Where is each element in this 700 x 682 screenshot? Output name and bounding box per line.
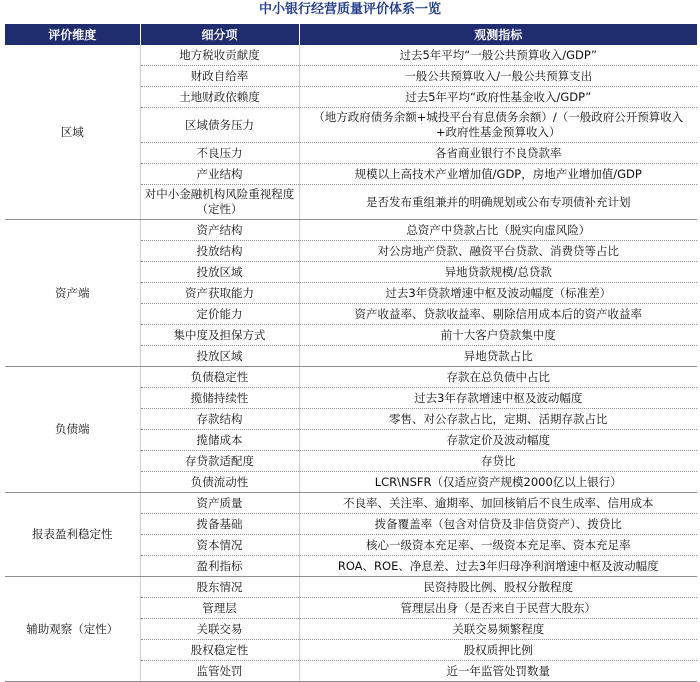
header-indicator: 观测指标 [299, 24, 697, 45]
subitem-cell: 存贷款适配度 [140, 451, 299, 472]
subitem-cell: 对中小金融机构风险重视程度（定性） [140, 185, 299, 220]
subitem-cell: 监管处罚 [140, 661, 299, 682]
subitem-cell: 资产获取能力 [140, 283, 299, 304]
indicator-cell: 过去3年存款增速中枢及波动幅度 [299, 388, 697, 409]
subitem-cell: 地方税收贡献度 [140, 45, 299, 66]
indicator-cell: 关联交易频繁程度 [299, 619, 697, 640]
table-body [5, 45, 697, 682]
page-title: 中小银行经营质量评价体系一览 [258, 2, 441, 17]
header-dimension: 评价维度 [5, 24, 140, 45]
indicator-cell: ROA、ROE、净息差、过去3年归母净利润增速中枢及波动幅度 [299, 556, 697, 577]
indicator-cell: 存款定价及波动幅度 [299, 430, 697, 451]
subitem-cell: 股权稳定性 [140, 640, 299, 661]
subitem-cell: 股东情况 [140, 577, 299, 598]
subitem-cell: 拨备基础 [140, 514, 299, 535]
indicator-cell: 管理层出身（是否来自于民营大股东） [299, 598, 697, 619]
indicator-cell: 对公房地产贷款、融资平台贷款、消费贷等占比 [299, 241, 697, 262]
dimension-cell: 辅助观察（定性） [5, 577, 140, 682]
subitem-cell: 财政自给率 [140, 66, 299, 87]
table-row [5, 367, 697, 388]
subitem-cell: 投放区域 [140, 346, 299, 367]
indicator-cell: 过去5年平均“一般公共预算收入/GDP” [299, 45, 697, 66]
subitem-cell: 产业结构 [140, 164, 299, 185]
table-row [5, 220, 697, 241]
indicator-cell: 资产收益率、贷款收益率、剔除信用成本后的资产收益率 [299, 304, 697, 325]
subitem-cell: 负债流动性 [140, 472, 299, 493]
table-header-row [5, 24, 697, 45]
subitem-cell: 资本情况 [140, 535, 299, 556]
subitem-cell: 资产质量 [140, 493, 299, 514]
subitem-cell: 管理层 [140, 598, 299, 619]
dimension-cell: 区域 [5, 45, 140, 220]
indicator-cell: 零售、对公存款占比，定期、活期存款占比 [299, 409, 697, 430]
table-row [5, 577, 697, 598]
indicator-cell: 核心一级资本充足率、一级资本充足率、资本充足率 [299, 535, 697, 556]
subitem-cell: 存款结构 [140, 409, 299, 430]
dimension-cell: 资产端 [5, 220, 140, 367]
table-row [5, 45, 697, 66]
indicator-cell: 过去3年贷款增速中枢及波动幅度（标准差） [299, 283, 697, 304]
indicator-cell: 总资产中贷款占比（脱实向虚风险） [299, 220, 697, 241]
dimension-cell: 报表盈利稳定性 [5, 493, 140, 577]
evaluation-table [5, 24, 697, 682]
subitem-cell: 定价能力 [140, 304, 299, 325]
indicator-cell: 异地贷款占比 [299, 346, 697, 367]
indicator-cell: 近一年监管处罚数量 [299, 661, 697, 682]
indicator-cell: 是否发布重组兼并的明确规划或公布专项债补充计划 [299, 185, 697, 220]
table-row [5, 493, 697, 514]
subitem-cell: 资产结构 [140, 220, 299, 241]
subitem-cell: 负债稳定性 [140, 367, 299, 388]
indicator-cell: 各省商业银行不良贷款率 [299, 143, 697, 164]
indicator-cell: 民资持股比例、股权分散程度 [299, 577, 697, 598]
indicator-cell: 拨备覆盖率（包含对信贷及非信贷资产）、拨贷比 [299, 514, 697, 535]
indicator-cell: 异地贷款规模/总贷款 [299, 262, 697, 283]
subitem-cell: 投放区域 [140, 262, 299, 283]
dimension-cell: 负债端 [5, 367, 140, 493]
indicator-cell: 前十大客户贷款集中度 [299, 325, 697, 346]
header-subitem: 细分项 [140, 24, 299, 45]
subitem-cell: 投放结构 [140, 241, 299, 262]
subitem-cell: 揽储持续性 [140, 388, 299, 409]
subitem-cell: 揽储成本 [140, 430, 299, 451]
subitem-cell: 集中度及担保方式 [140, 325, 299, 346]
indicator-cell: （地方政府债务余额+城投平台有息债务余额）/（一般政府公开预算收入+政府性基金预算收入） [299, 108, 697, 143]
subitem-cell: 土地财政依赖度 [140, 87, 299, 108]
indicator-cell: 过去5年平均“政府性基金收入/GDP” [299, 87, 697, 108]
indicator-cell: 一般公共预算收入/一般公共预算支出 [299, 66, 697, 87]
subitem-cell: 盈利指标 [140, 556, 299, 577]
subitem-cell: 关联交易 [140, 619, 299, 640]
indicator-cell: 规模以上高技术产业增加值/GDP，房地产业增加值/GDP [299, 164, 697, 185]
indicator-cell: 不良率、关注率、逾期率、加回核销后不良生成率、信用成本 [299, 493, 697, 514]
subitem-cell: 区域债务压力 [140, 108, 299, 143]
indicator-cell: LCR\NSFR（仅适应资产规模2000亿以上银行） [299, 472, 697, 493]
indicator-cell: 股权质押比例 [299, 640, 697, 661]
indicator-cell: 存贷比 [299, 451, 697, 472]
subitem-cell: 不良压力 [140, 143, 299, 164]
indicator-cell: 存款在总负债中占比 [299, 367, 697, 388]
